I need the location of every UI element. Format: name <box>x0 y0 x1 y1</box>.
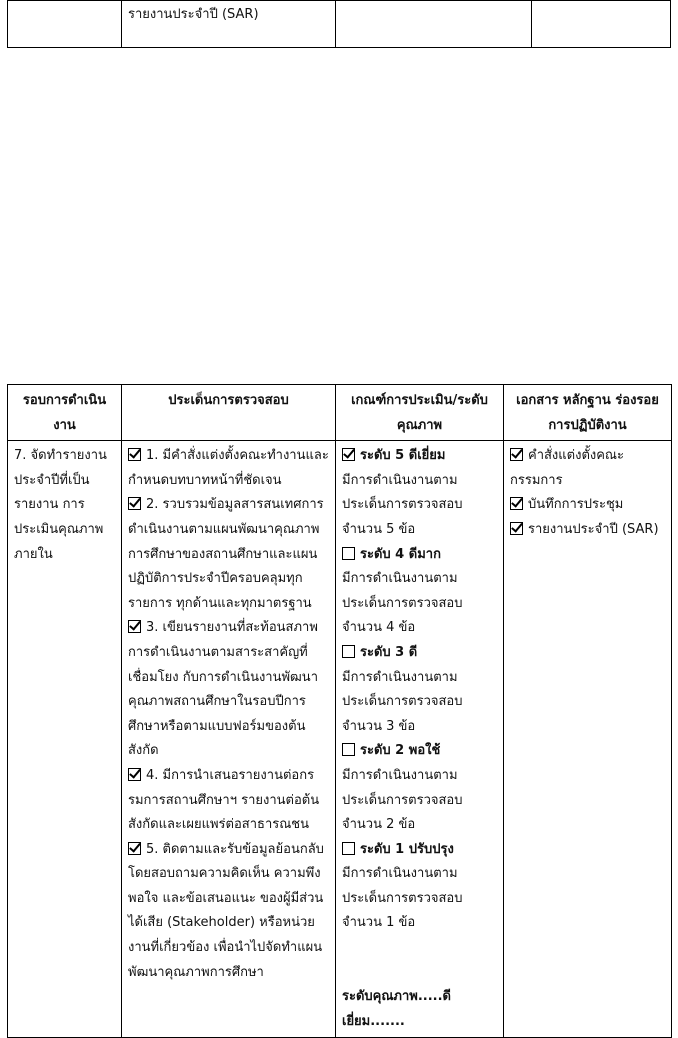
cell-sar: รายงานประจำปี (SAR) <box>122 1 336 48</box>
evidence-item: บันทึกการประชุม <box>510 493 665 518</box>
level-3-desc: มีการดำเนินงานตามประเด็นการตรวจสอบ จำนวน 3 ข้อ <box>342 669 463 734</box>
checked-box-icon <box>128 620 141 633</box>
check-item: 1. มีคำสั่งแต่งตั้งคณะทำงานและกำหนดบทบาทหน้าที่ชัดเจน <box>128 448 329 488</box>
level-3-label: ระดับ 3 ดี <box>342 641 497 666</box>
checked-box-icon <box>128 842 141 855</box>
level-5-desc: มีการดำเนินงานตามประเด็นการตรวจสอบ จำนวน 5 ข้อ <box>342 472 463 537</box>
evidence-item: รายงานประจำปี (SAR) <box>510 518 665 543</box>
level-1-label: ระดับ 1 ปรับปรุง <box>342 838 497 863</box>
header-check-points: ประเด็นการตรวจสอบ <box>122 385 336 441</box>
empty-box-icon <box>342 547 355 560</box>
header-activity-period: รอบการดำเนินงาน <box>8 385 122 441</box>
empty-box-icon <box>342 743 355 756</box>
level-2-desc: มีการดำเนินงานตามประเด็นการตรวจสอบ จำนวน 2 ข้อ <box>342 767 463 833</box>
check-item: 4. มีการนำเสนอรายงานต่อกรรมการสถานศึกษาฯ รายงานต่อต้นสังกัดและเผยแพร่ต่อสาธารณชน <box>128 767 320 833</box>
table-row <box>8 441 672 1038</box>
empty-box-icon <box>342 842 355 855</box>
checked-box-icon <box>342 448 355 461</box>
quality-result: ระดับคุณภาพ.....ดีเยี่ยม....... <box>342 989 451 1029</box>
criteria-cell <box>336 441 504 1038</box>
level-5-label: ระดับ 5 ดีเยี่ยม <box>342 444 497 469</box>
check-item: 2. รวบรวมข้อมูลสารสนเทศการดำเนินงานตามแผนพัฒนาคุณภาพการศึกษาของสถานศึกษาและแผนปฏิบัติการประจำปีครอบคลุมทุกรายการ ทุกด้านและทุกมาตรฐาน <box>128 497 324 611</box>
level-4-label: ระดับ 4 ดีมาก <box>342 543 497 568</box>
checked-box-icon <box>510 497 523 510</box>
header-row <box>8 385 672 441</box>
activity-cell: 7. จัดทำรายงานประจำปีที่เป็นรายงาน การประเมินคุณภาพภายใน <box>8 441 122 1038</box>
level-4-desc: มีการดำเนินงานตามประเด็นการตรวจสอบ จำนวน 4 ข้อ <box>342 571 463 636</box>
checked-box-icon <box>510 448 523 461</box>
evidence-item: คำสั่งแต่งตั้งคณะกรรมการ <box>510 448 624 488</box>
cell-empty-3 <box>532 1 671 48</box>
continuation-table <box>7 0 671 48</box>
checked-box-icon <box>128 497 141 510</box>
level-2-label: ระดับ 2 พอใช้ <box>342 739 497 764</box>
checked-box-icon <box>128 448 141 461</box>
checked-box-icon <box>128 768 141 781</box>
check-item: 5. ติดตามและรับข้อมูลย้อนกลับโดยสอบถามความคิดเห็น ความพึงพอใจ และข้อเสนอแนะ ของผู้มีส่วนได้เสีย (Stakeholder) หรือหน่วยงานที่เกี่ยวข้อง เพื่อนำไปจัดทำแผนพัฒนาคุณภาพการศึกษา <box>128 841 324 980</box>
header-criteria: เกณฑ์การประเมิน/ระดับคุณภาพ <box>336 385 504 441</box>
empty-box-icon <box>342 645 355 658</box>
header-evidence: เอกสาร หลักฐาน ร่องรอยการปฏิบัติงาน <box>504 385 672 441</box>
check-item: 3. เขียนรายงานที่สะท้อนสภาพการดำเนินงานตามสาระสาคัญที่เชื่อมโยง กับการดำเนินงานพัฒนาคุณภาพสถานศึกษาในรอบปีการศึกษาหรือตามแบบฟอร์มของต้นสังกัด <box>128 620 318 759</box>
level-1-desc: มีการดำเนินงานตามประเด็นการตรวจสอบ จำนวน 1 ข้อ <box>342 866 463 931</box>
checks-cell <box>122 441 336 1038</box>
cell-empty-2 <box>336 1 532 48</box>
cell-empty-1 <box>8 1 122 48</box>
assessment-table <box>7 384 672 1038</box>
checked-box-icon <box>510 522 523 535</box>
evidence-cell <box>504 441 672 1038</box>
spacer <box>342 936 497 985</box>
